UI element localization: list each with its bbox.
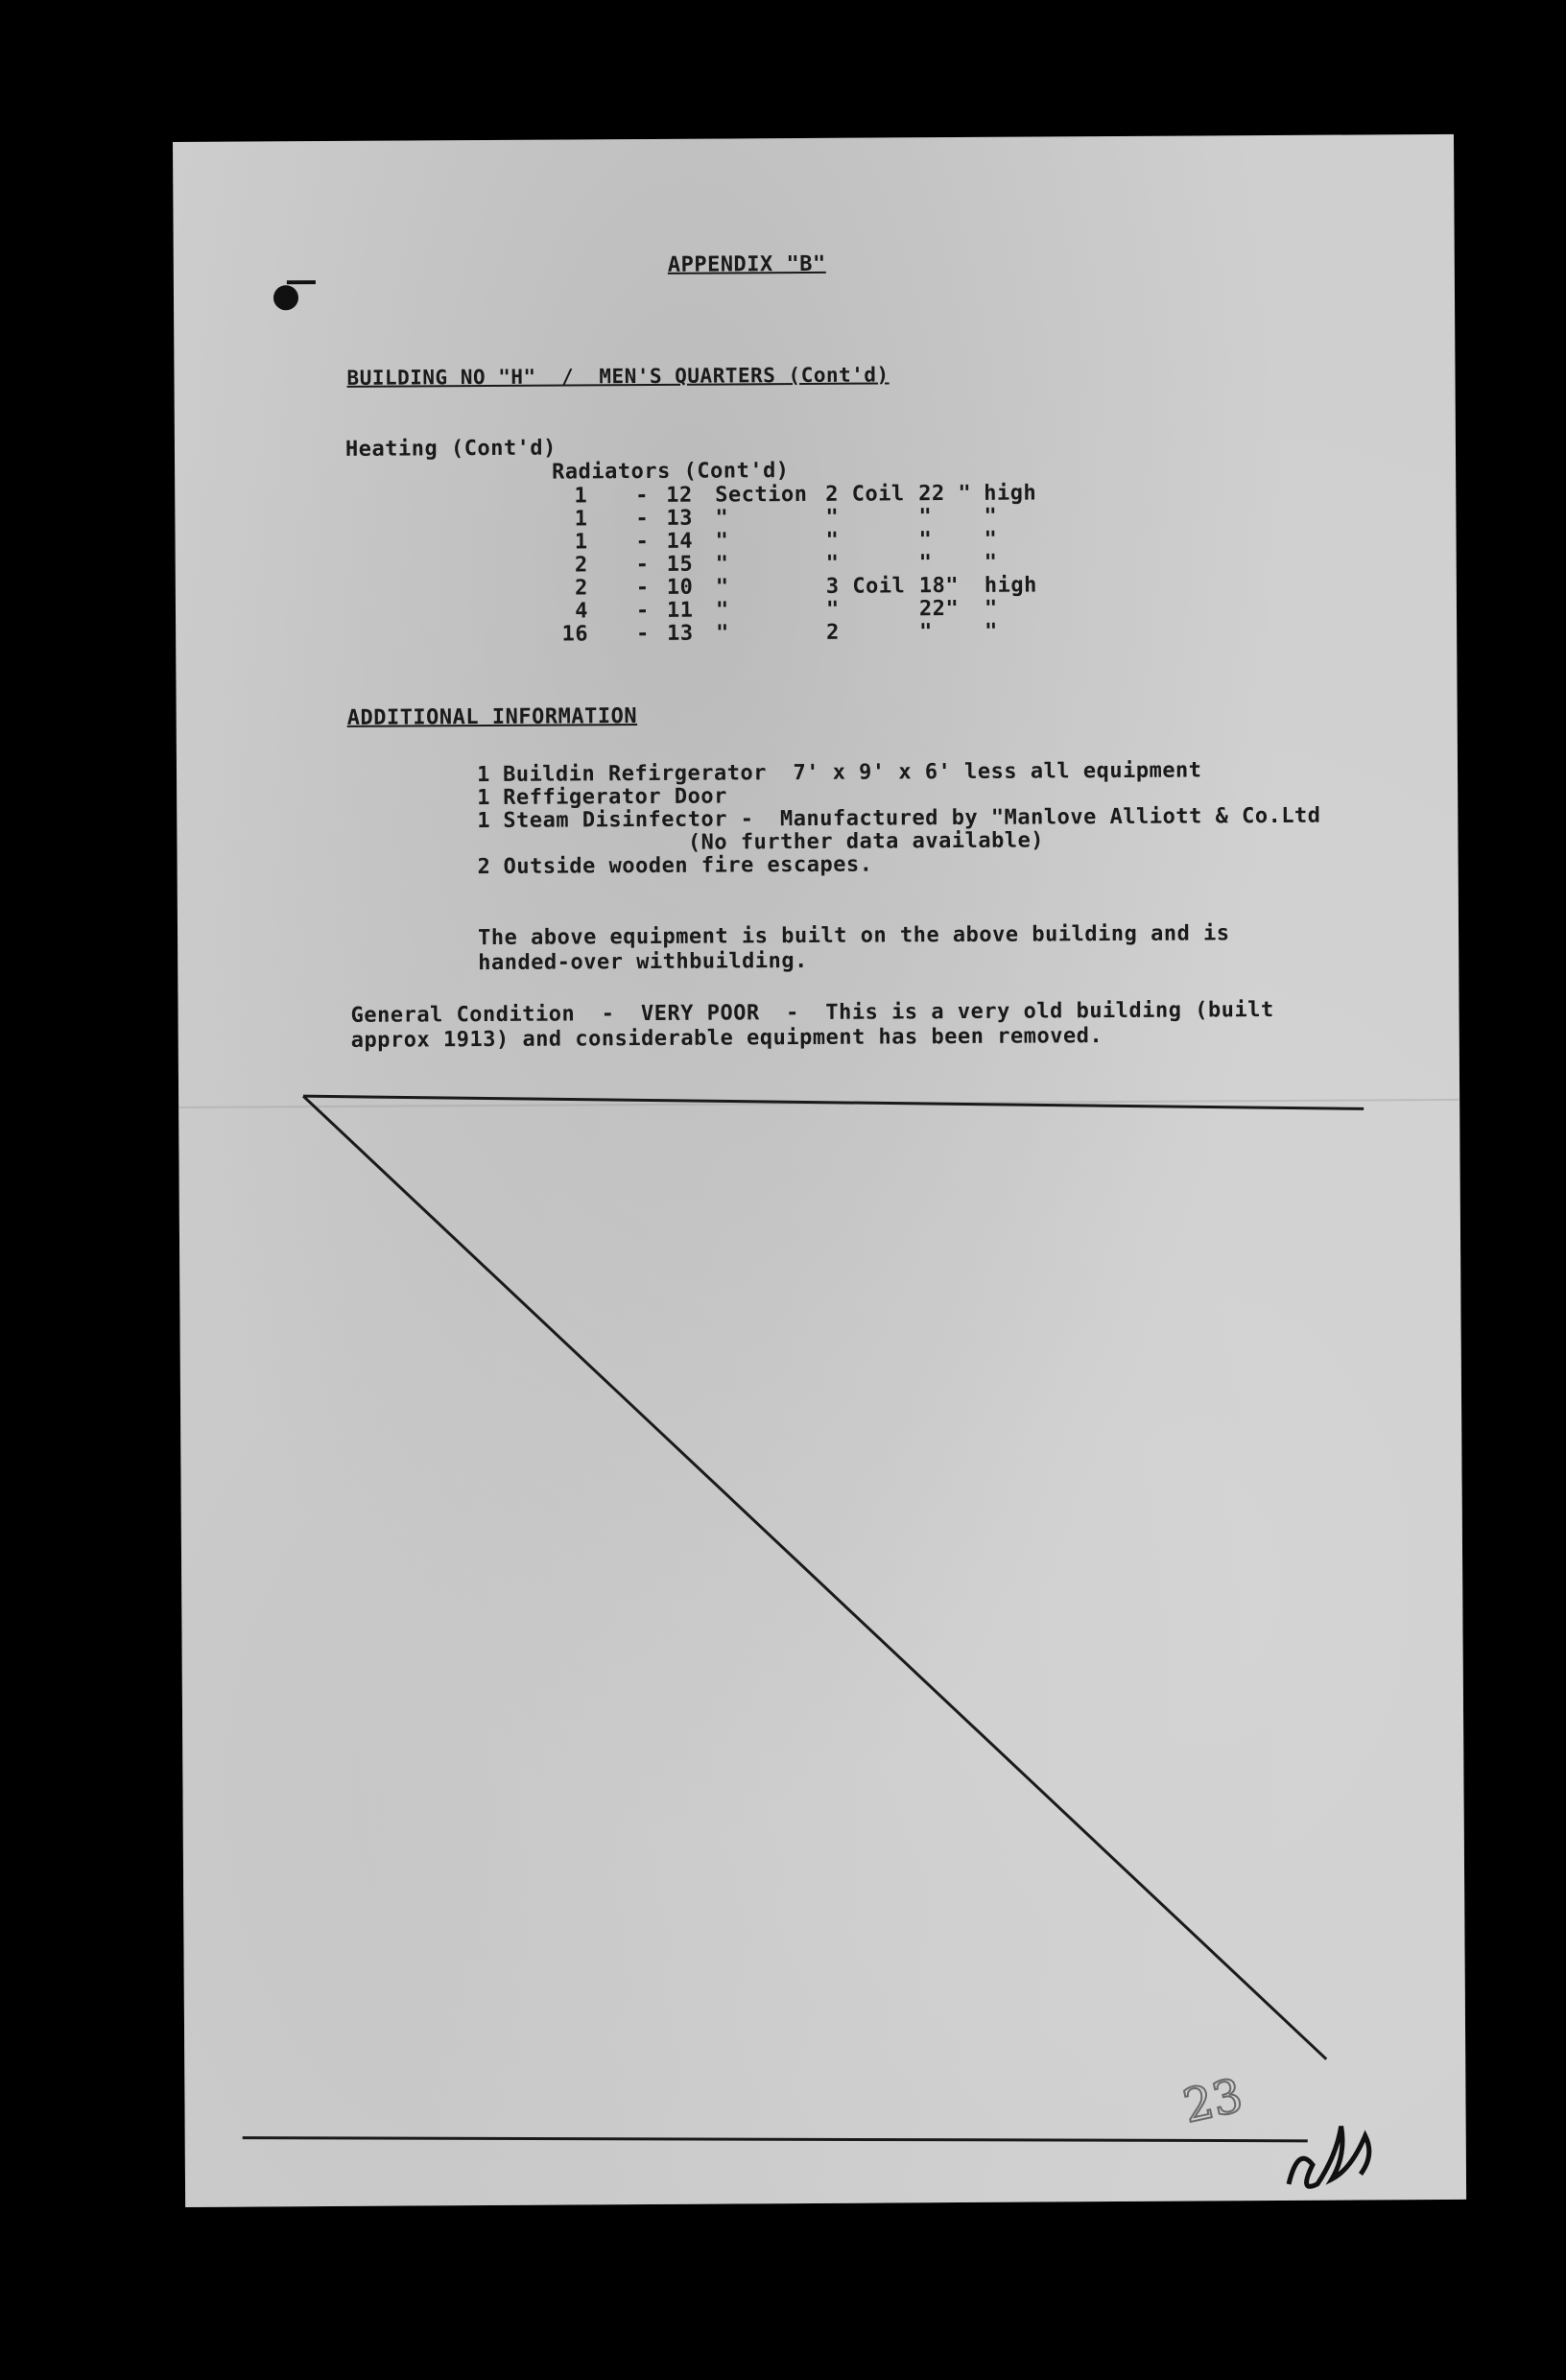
radiator-cell-unit: " — [984, 504, 998, 529]
radiator-cell-type: " — [715, 506, 729, 531]
radiator-cell-qty: 4 — [575, 599, 589, 624]
radiator-cell-unit: " — [984, 527, 998, 552]
additional-item-qty: 1 — [477, 785, 491, 811]
additional-item-text: Reffigerator Door — [503, 784, 727, 810]
radiator-cell-height: " — [919, 620, 933, 645]
radiator-cell-height: " — [918, 528, 933, 553]
additional-item-qty: 2 — [477, 854, 491, 880]
radiator-cell-type: Section — [715, 482, 808, 508]
note-line-2: handed-over withbuilding. — [478, 948, 808, 976]
radiator-cell-qty: 2 — [574, 553, 588, 578]
additional-item-text: Outside wooden fire escapes. — [503, 852, 873, 879]
radiator-cell-dash: - — [635, 483, 650, 509]
radiator-cell-height: 18" — [918, 574, 960, 599]
radiator-cell-unit: high — [984, 573, 1037, 598]
additional-item-qty: 1 — [477, 808, 491, 834]
radiator-cell-qty: 1 — [574, 507, 588, 532]
radiator-cell-height: " — [918, 505, 933, 530]
radiator-cell-coil: " — [825, 528, 840, 553]
additional-item-text: Buildin Refirgerator 7' x 9' x 6' less all equipment — [502, 758, 1202, 787]
diagonal-cancel-line — [303, 1090, 1326, 2065]
additional-info-title: ADDITIONAL INFORMATION — [346, 704, 638, 730]
radiator-cell-section: 12 — [666, 483, 693, 508]
additional-item-text: (No further data available) — [503, 828, 1045, 856]
radiator-cell-dash: - — [636, 621, 650, 647]
radiator-cell-height: 22 " — [918, 481, 972, 507]
radiator-cell-dash: - — [635, 506, 650, 532]
radiator-cell-type: " — [715, 575, 729, 600]
radiator-cell-section: 14 — [666, 529, 694, 554]
radiator-cell-type: " — [715, 529, 729, 554]
radiator-cell-type: " — [715, 598, 729, 623]
radiator-cell-dash: - — [635, 552, 650, 578]
radiator-cell-dash: - — [635, 575, 650, 601]
additional-item-qty: 1 — [476, 762, 490, 788]
radiator-cell-section: 13 — [667, 621, 694, 646]
condition-line-2: approx 1913) and considerable equipment has been removed. — [350, 1024, 1103, 1053]
radiator-cell-type: " — [715, 552, 729, 577]
radiator-cell-height: " — [918, 551, 933, 576]
condition-line-1: General Condition - VERY POOR - This is a very old building (built — [350, 998, 1274, 1028]
bottom-rule-line — [243, 2131, 1308, 2148]
radiator-cell-unit: " — [984, 596, 998, 621]
top-rule-line — [303, 1089, 1364, 1115]
radiator-cell-section: 10 — [666, 575, 694, 600]
radiator-cell-coil: 2 Coil — [825, 482, 905, 507]
handwritten-page-number: 23 — [1178, 2068, 1247, 2134]
radiator-cell-dash: - — [635, 529, 650, 555]
appendix-title: APPENDIX "B" — [667, 251, 826, 277]
radiator-cell-coil: 2 — [826, 620, 840, 645]
additional-item-text: Steam Disinfector - Manufactured by "Manlove Alliott & Co.Ltd — [503, 803, 1321, 833]
radiator-cell-qty: 2 — [575, 576, 588, 601]
radiator-cell-dash: - — [635, 598, 650, 624]
heating-title: Heating (Cont'd) — [344, 436, 557, 462]
note-line-1: The above equipment is built on the above building and is — [477, 921, 1230, 951]
building-heading: BUILDING NO "H" / MEN'S QUARTERS (Cont'd) — [346, 363, 890, 390]
radiator-cell-unit: " — [984, 550, 998, 575]
radiator-cell-height: 22" — [918, 597, 960, 622]
radiators-subtitle: Radiators (Cont'd) — [552, 459, 790, 485]
radiator-cell-section: 13 — [666, 506, 693, 531]
radiator-cell-unit: high — [984, 481, 1037, 506]
radiator-cell-coil: " — [825, 505, 840, 530]
radiator-cell-qty: 1 — [574, 530, 588, 555]
radiator-cell-coil: " — [825, 551, 840, 576]
radiator-cell-unit: " — [985, 619, 998, 644]
cancellation-lines — [173, 134, 1466, 2207]
radiator-cell-section: 15 — [666, 552, 694, 577]
radiator-cell-qty: 16 — [561, 622, 589, 647]
handwritten-initials — [1289, 2126, 1369, 2186]
radiator-cell-qty: 1 — [574, 484, 588, 509]
radiator-cell-section: 11 — [666, 598, 694, 623]
radiator-cell-coil: 3 Coil — [825, 574, 906, 599]
radiator-cell-coil: " — [825, 597, 840, 622]
document-page — [173, 134, 1466, 2207]
radiator-cell-type: " — [716, 621, 729, 646]
